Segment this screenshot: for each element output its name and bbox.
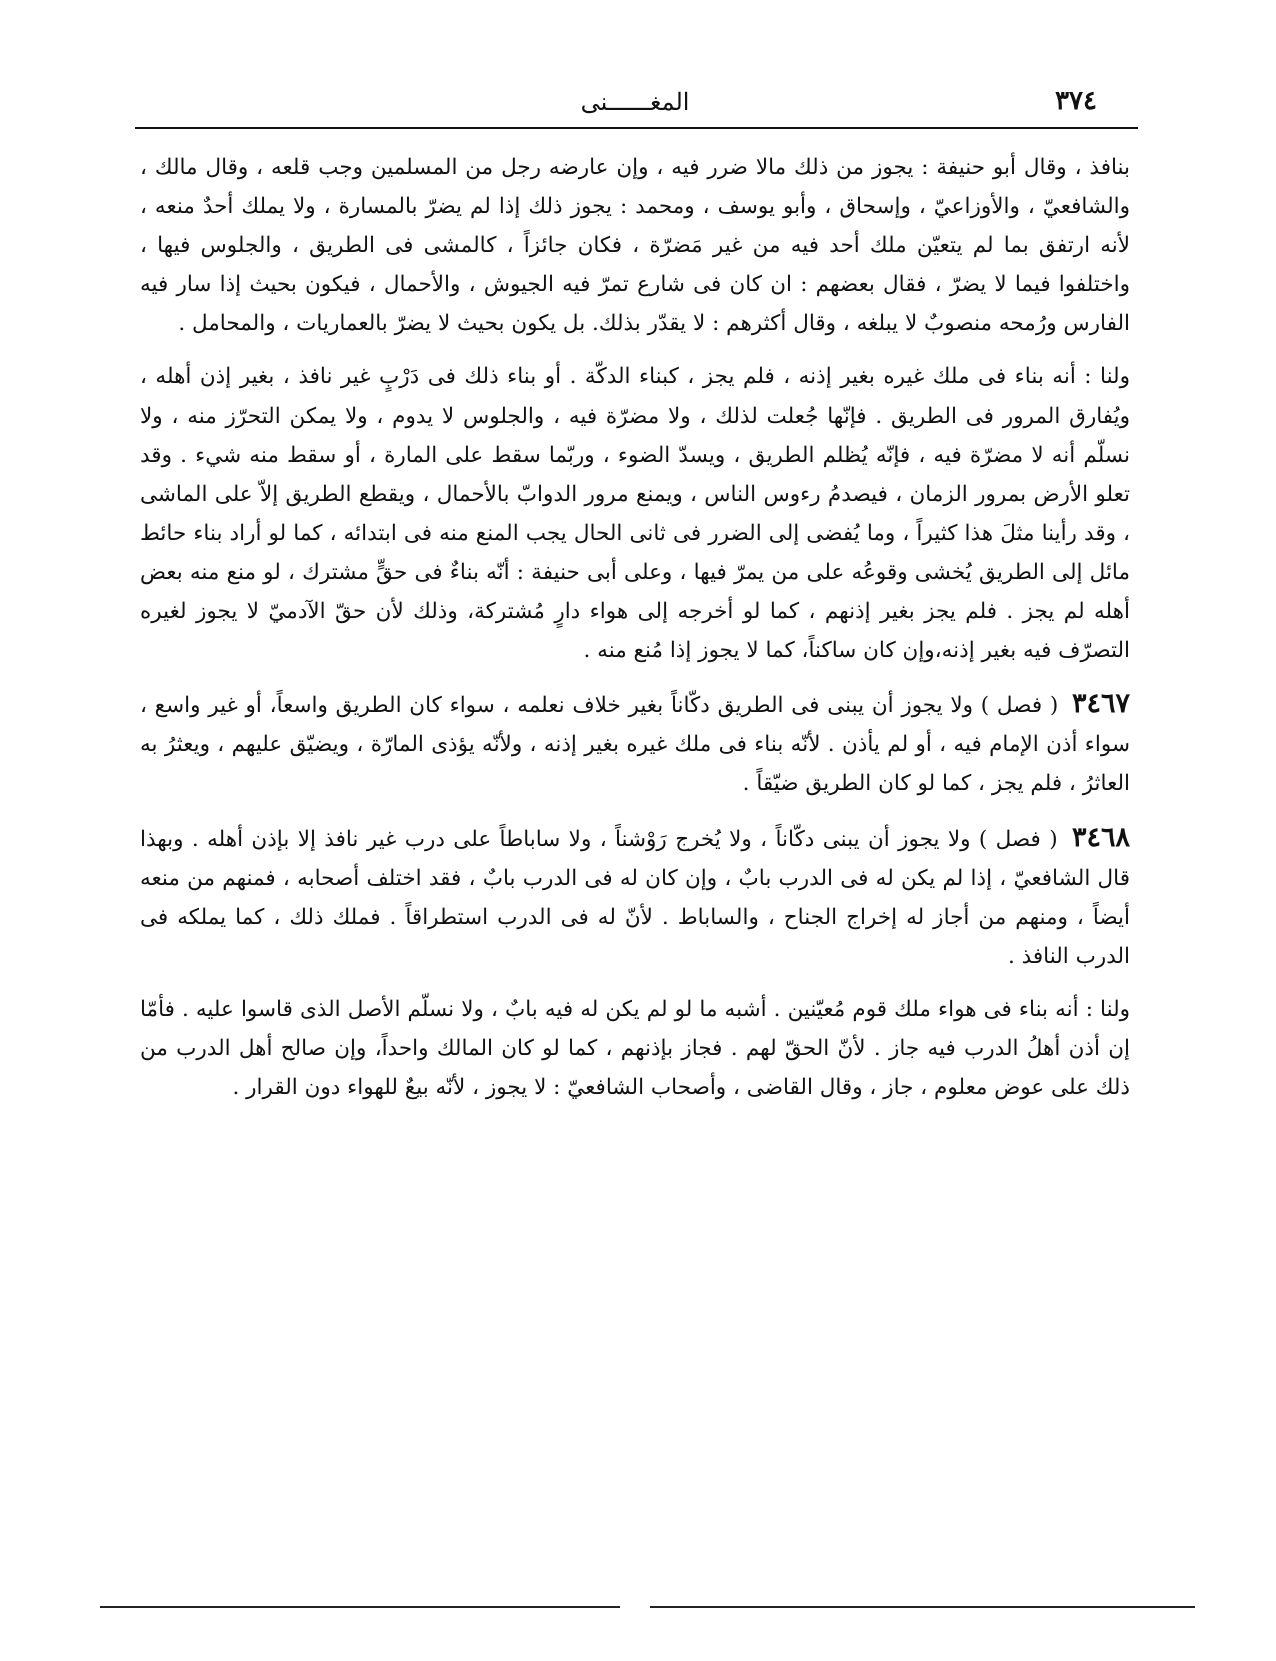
running-title: المغــــــنى (580, 88, 690, 116)
paragraph-text: ( فصل ) ولا يجوز أن يبنى دكّاناً ، ولا يُخرج رَوْشناً ، ولا ساباطاً على درب غير نافذ إلا بإذن أهله . وبهذا قال الشافعيّ ، إذا لم يكن له فى الدرب بابٌ ، وإن كان له فى الدرب بابٌ ، فقد اختلف أصحابه ، فمنهم من منعه أيضاً ، ومنهم من أجاز له إخراج الجناح ، والساباط . لأنّ له فى الدرب استطراقاً . فملك ذلك ، كما يملكه فى الدرب النافذ . (140, 826, 1130, 969)
section-3467 (140, 684, 1130, 803)
header-rule (135, 127, 1138, 129)
paragraph-text: بنافذ ، وقال أبو حنيفة : يجوز من ذلك مالا ضرر فيه ، وإن عارضه رجل من المسلمين وجب قلعه ، وقال مالك ، والشافعيّ ، والأوزاعيّ ، وإسحاق ، وأبو يوسف ، ومحمد : يجوز ذلك إذا لم يضرّ بالمسارة ، ولا يملك أحدٌ منعه ، لأنه ارتفق بما لم يتعيّن ملك أحد فيه من غير مَضرّة ، فكان جائزاً ، كالمشى فى الطريق ، والجلوس فيها ، واختلفوا فيما لا يضرّ ، فقال بعضهم : ان كان فى شارع تمرّ فيه الجيوش ، والأحمال ، فيكون بحيث إذا سار فيه الفارس ورُمحه منصوبٌ لا يبلغه ، وقال أكثرهم : لا يقدّر بذلك. بل يكون بحيث لا يضرّ بالعماريات ، والمحامل . (140, 155, 1130, 337)
section-3468 (140, 818, 1130, 976)
paragraph-5 (140, 990, 1130, 1107)
paragraph-2 (140, 357, 1130, 670)
body-text (140, 148, 1130, 1121)
paragraph-1 (140, 148, 1130, 343)
paragraph-text: ولنا : أنه بناء فى ملك غيره بغير إذنه ، فلم يجز ، كبناء الدكّة . أو بناء ذلك فى دَرْبٍ غير نافذ ، بغير إذن أهله ، ويُفارق المرور فى الطريق . فإنّها جُعلت لذلك ، ولا مضرّة فيه ، والجلوس لا يدوم ، ولا يمكن التحرّز منه ، ولا نسلّم أنه لا مضرّة فيه ، فإنّه يُظلم الطريق ، ويسدّ الضوء ، وربّما سقط على المارة ، أو سقط منه شيء . وقد تعلو الأرض بمرور الزمان ، فيصدمُ رءوس الناس ، ويمنع مرور الدوابّ بالأحمال ، ويقطع الطريق إلاّ على الماشى ، وقد رأينا مثلَ هذا كثيراً ، وما يُفضى إلى الضرر فى ثانى الحال يجب المنع منه فى ابتدائه ، كما لو أراد بناء حائط مائل إلى الطريق يُخشى وقوعُه على من يمرّ فيها ، وعلى أبى حنيفة : أنّه بناءٌ فى حقٍّ مشترك ، لو منع منه بعض أهله لم يجز . فلم يجز بغير إذنهم ، كما لو أخرجه إلى هواء دارٍ مُشتركة، وذلك لأن حقّ الآدميّ لا يجوز لغيره التصرّف فيه بغير إذنه،وإن كان ساكناً، كما لا يجوز إذا مُنع منه . (140, 364, 1130, 664)
page-header (135, 86, 1135, 126)
paragraph-text: ولنا : أنه بناء فى هواء ملك قوم مُعيّنين . أشبه ما لو لم يكن له فيه بابٌ ، ولا نسلّم الأصل الذى قاسوا عليه . فأمّا إن أذن أهلُ الدرب فيه جاز . لأنّ الحقّ لهم . فجاز بإذنهم ، كما لو كان المالك واحداً، وإن صالح أهل الدرب من ذلك على عوض معلوم ، جاز ، وقال القاضى ، وأصحاب الشافعيّ : لا يجوز ، لأنّه بيعٌ للهواء دون القرار . (140, 996, 1131, 1101)
footer-rule-right (650, 1606, 1195, 1608)
paragraph-text: ( فصل ) ولا يجوز أن يبنى فى الطريق دكّاناً بغير خلاف نعلمه ، سواء كان الطريق واسعاً، أو غير واسع ، سواء أذن الإمام فيه ، أو لم يأذن . لأنّه بناء فى ملك غيره بغير إذنه ، ولأنّه يؤذى المارّة ، ويضيّق عليهم ، ويعثرُ به العاثرُ ، فلم يجز ، كما لو كان الطريق ضيّقاً . (140, 693, 1130, 797)
section-number: ٣٤٦٨ (1071, 821, 1130, 853)
page-number: ٣٧٤ (1055, 86, 1097, 116)
footer-rule-left (100, 1606, 620, 1608)
section-number: ٣٤٦٧ (1071, 688, 1130, 720)
